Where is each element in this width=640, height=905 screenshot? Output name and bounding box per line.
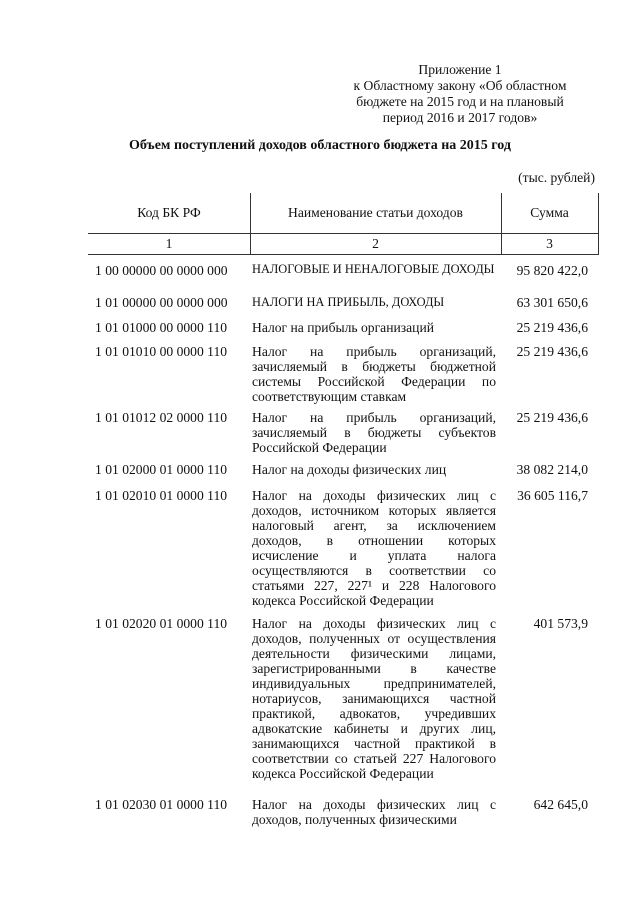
- header-name: Наименование статьи доходов: [288, 205, 463, 220]
- appendix-line-2: к Областному закону «Об областном: [353, 78, 567, 93]
- row-sum: 25 219 436,6: [516, 410, 588, 425]
- table-row: [88, 462, 600, 477]
- header-labels-row: [88, 205, 598, 221]
- table-row: [88, 295, 600, 310]
- row-name: НАЛОГИ НА ПРИБЫЛЬ, ДОХОДЫ: [252, 295, 445, 309]
- table-row: [88, 410, 600, 455]
- header-code: Код БК РФ: [137, 205, 201, 220]
- row-code: 1 01 01012 02 0000 110: [95, 410, 228, 425]
- row-sum: 38 082 214,0: [516, 462, 588, 477]
- header-number-3: 3: [546, 236, 553, 251]
- appendix-line-1: Приложение 1: [418, 62, 502, 77]
- table-row: [88, 344, 600, 404]
- row-name: Налог на прибыль организаций, зачисляемый в бюджеты субъектов Российской Федерации: [252, 410, 496, 455]
- appendix-line-3: бюджете на 2015 год и на плановый: [356, 94, 564, 109]
- row-name: НАЛОГОВЫЕ И НЕНАЛОГОВЫЕ ДОХОДЫ: [252, 262, 495, 276]
- row-name: Налог на прибыль организаций, зачисляемый в бюджеты бюджетной системы Российской Федерации по соответствующим ставкам: [252, 344, 496, 404]
- row-sum: 642 645,0: [533, 797, 588, 812]
- table-row: [88, 797, 600, 827]
- table-row: [88, 488, 600, 608]
- row-name: Налог на доходы физических лиц с доходов, источником которых является налоговый агент, за исключением доходов, в отношении которых исчисление и уплата налога осуществляются в соответствии со статьями 227, 227¹ и 228 Налогового кодекса Российской Федерации: [252, 488, 496, 608]
- row-code: 1 01 02020 01 0000 110: [95, 616, 228, 631]
- row-sum: 63 301 650,6: [516, 295, 588, 310]
- header-sum: Сумма: [530, 205, 569, 220]
- table-header: [88, 193, 598, 255]
- table-row: [88, 616, 600, 781]
- row-name: Налог на доходы физических лиц: [252, 462, 447, 477]
- row-code: 1 01 02030 01 0000 110: [95, 797, 228, 812]
- header-number-2: 2: [372, 236, 379, 251]
- header-bottom-line: [88, 254, 598, 255]
- row-sum: 25 219 436,6: [516, 320, 588, 335]
- header-number-1: 1: [165, 236, 173, 251]
- row-sum: 401 573,9: [533, 616, 588, 631]
- header-border-right: [598, 193, 599, 255]
- row-code: 1 00 00000 00 0000 000: [95, 263, 228, 278]
- header-numbers-row: [88, 236, 598, 252]
- row-code: 1 01 02010 01 0000 110: [95, 488, 228, 503]
- unit-label: (тыс. рублей): [518, 170, 595, 185]
- row-name: Налог на доходы физических лиц с доходов, полученных физическими: [252, 797, 496, 827]
- row-name: Налог на доходы физических лиц с доходов, полученных от осуществления деятельности физическими лицами, зарегистрированными в качестве индивидуальных предпринимателей, нотариусов, занимающихся частной практикой, адвокатов, учредивших адвокатские кабинеты и других лиц, занимающихся частной практикой в соответствии со статьей 227 Налогового кодекса Российской Федерации: [252, 616, 496, 781]
- table-row: [88, 320, 600, 335]
- row-code: 1 01 02000 01 0000 110: [95, 462, 228, 477]
- table-row: [88, 263, 600, 278]
- document-title: Объем поступлений доходов областного бюджета на 2015 год: [129, 138, 511, 153]
- row-sum: 36 605 116,7: [517, 488, 588, 503]
- header-divider: [88, 233, 598, 234]
- row-sum: 25 219 436,6: [516, 344, 588, 359]
- appendix-line-4: период 2016 и 2017 годов»: [382, 110, 538, 125]
- row-sum: 95 820 422,0: [516, 263, 588, 278]
- row-code: 1 01 01000 00 0000 110: [95, 320, 228, 335]
- row-name: Налог на прибыль организаций: [252, 320, 434, 335]
- row-code: 1 01 00000 00 0000 000: [95, 295, 228, 310]
- appendix-note: [330, 62, 590, 126]
- row-code: 1 01 01010 00 0000 110: [95, 344, 228, 359]
